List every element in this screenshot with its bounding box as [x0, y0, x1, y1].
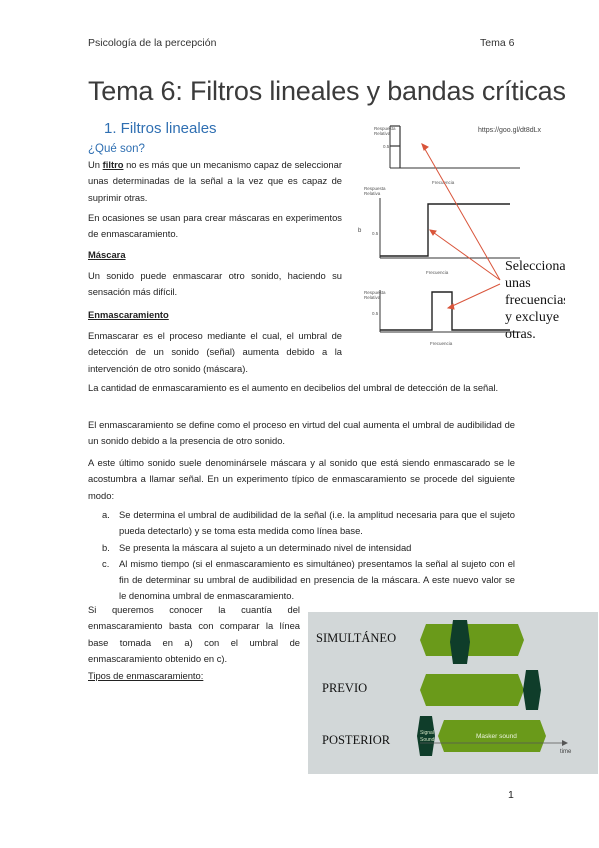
- page-number: 1: [508, 789, 514, 801]
- page-title: Tema 6: Filtros lineales y bandas críticas: [88, 76, 566, 106]
- ylabel-line1: Respuesta: [364, 290, 386, 295]
- highpass-panel: [358, 186, 520, 275]
- procedure-steps: [88, 507, 515, 605]
- step-item: b. Se presenta la máscara al sujeto a un determinado nivel de intensidad: [102, 541, 412, 553]
- step-item: a. Se determina el umbral de audibilidad de la señal (i.e. la amplitud necesaria para que el sujeto pueda detectarlo) y se toma esta medida como línea base.: [102, 509, 515, 537]
- ylabel-line1: Respuesta: [364, 186, 386, 191]
- tipos-heading: Tipos de enmascaramiento:: [88, 670, 204, 681]
- masking-types-figure: [308, 612, 598, 774]
- define-paragraph: El enmascaramiento se define como el proceso en virtud del cual aumenta el umbral de audibilidad de un sonido debido a la presencia de otro sonido.: [88, 419, 515, 447]
- masker-label: Masker sound: [476, 733, 517, 740]
- header-left: Psicología de la percepción: [88, 37, 217, 49]
- row-label-previo: PREVIO: [322, 681, 368, 695]
- caption-line: otras.: [505, 327, 536, 342]
- row-label-posterior: POSTERIOR: [322, 733, 391, 747]
- tick-label: 0.5: [372, 231, 379, 236]
- panel-b-label: b: [358, 228, 362, 234]
- pointer-arrows: [422, 144, 500, 309]
- ylabel-line2: Relativa: [364, 295, 381, 300]
- row-label-simultaneo: SIMULTÁNEO: [316, 631, 397, 645]
- xlabel-c: Frecuencia: [430, 341, 453, 346]
- signal-block: [450, 620, 470, 664]
- xlabel-a: Frecuencia: [432, 180, 455, 185]
- step-item: c. Al mismo tiempo (si el enmascaramiento es simultáneo) presentamos la señal al sujeto con el fin de determinar su umbral de audibilidad en presencia de la máscara. A este nuevo valor se le denomina umbral de enmascaramiento.: [102, 557, 515, 602]
- signal-label: Signal: [420, 730, 434, 736]
- signal-block: [417, 716, 435, 756]
- subsection-heading: ¿Qué son?: [88, 143, 145, 155]
- caption-line: Selecciona: [505, 259, 565, 274]
- caption-line: unas: [505, 276, 531, 291]
- filter-figure: [350, 122, 565, 357]
- intro-paragraph: Un filtro no es más que un mecanismo capaz de seleccionar unas determinadas de la señal a la vez que es capaz de suprimir otras.: [88, 159, 342, 203]
- mascara-heading: Máscara: [88, 249, 126, 260]
- ylabel-line1: Respuesta: [374, 126, 396, 131]
- caption-line: y excluye: [505, 310, 560, 325]
- cantidad-paragraph: La cantidad de enmascaramiento es el aumento en decibelios del umbral de detección de la señal.: [88, 382, 499, 393]
- figure-caption: [505, 259, 565, 342]
- header-right: Tema 6: [480, 37, 515, 49]
- caption-line: frecuencias: [505, 293, 565, 308]
- bandpass-panel: [364, 290, 520, 346]
- enmascaramiento-heading: Enmascaramiento: [88, 309, 169, 320]
- ylabel-line2: Relativa: [374, 131, 391, 136]
- signal-block: [523, 670, 541, 710]
- time-label: time: [560, 749, 572, 755]
- xlabel-b: Frecuencia: [426, 270, 449, 275]
- lowpass-panel: [374, 126, 520, 185]
- figure-url: https://goo.gl/dt8dLx: [478, 127, 542, 134]
- masker-bar: [420, 674, 524, 706]
- enmasc-paragraph: En ocasiones se usan para crear máscaras en experimentos de enmascaramiento.: [88, 212, 342, 240]
- masker-bar: [420, 624, 524, 656]
- mascara-paragraph: Un sonido puede enmascarar otro sonido, haciendo su sensación más difícil.: [88, 270, 342, 298]
- procedure-paragraph: A este último sonido suele denominársele máscara y al sonido que está siendo enmascarado se le acostumbra a llamar señal. En un experimento típico de enmascaramiento se procede del siguiente modo:: [88, 457, 515, 501]
- row-labels: [316, 631, 396, 747]
- cuantia-paragraph: Si queremos conocer la cuantía del enmascaramiento basta con comparar la línea base tomada en a) con el umbral de enmascaramiento obtenido en c).: [88, 604, 300, 664]
- tick-label: 0.5: [372, 311, 379, 316]
- ylabel-line2: Relativa: [364, 191, 381, 196]
- filtro-term: filtro: [102, 159, 124, 170]
- signal-label: Sound: [420, 737, 435, 743]
- enmascaramiento-paragraph: Enmascarar es el proceso mediante el cual, el umbral de detección de un sonido (señal) aumenta debido a la intervención de otro sonido (máscara).: [88, 330, 342, 374]
- section-heading: 1. Filtros lineales: [104, 120, 217, 137]
- tick-label: 0.5: [383, 144, 390, 149]
